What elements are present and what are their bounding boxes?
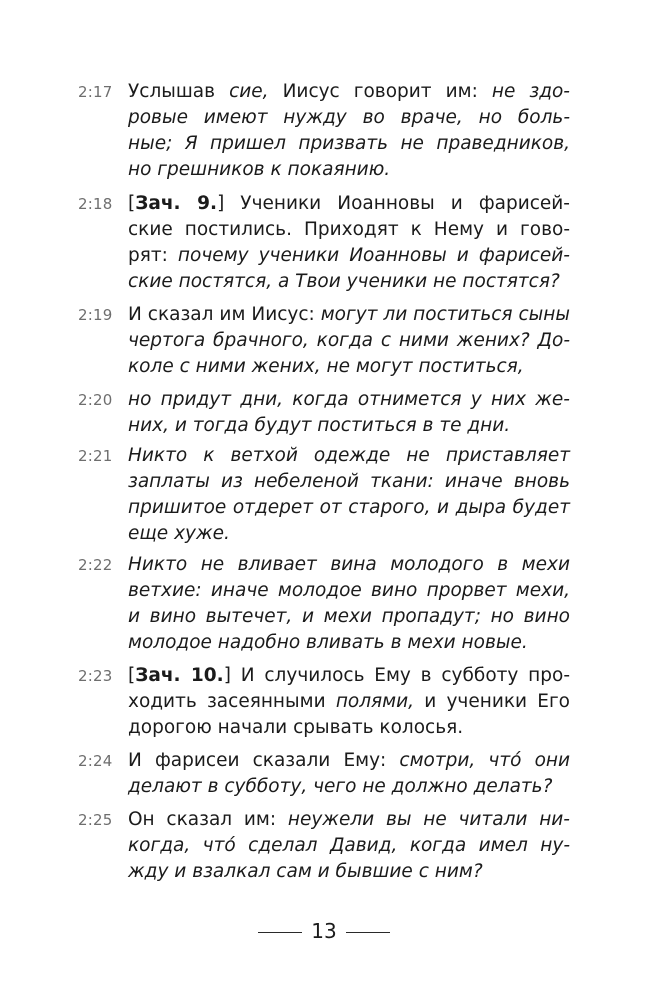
verse-number: 2:19 bbox=[78, 306, 113, 324]
verse-segment: еще хуже. bbox=[128, 523, 230, 544]
verse-segment: дорогою начали срывать колосья. bbox=[128, 717, 464, 738]
verse-text bbox=[128, 387, 570, 439]
verse-segment: смотри, что́ они bbox=[399, 750, 571, 771]
verse-line bbox=[128, 354, 570, 380]
verse-line bbox=[128, 269, 570, 295]
verse-number: 2:21 bbox=[78, 447, 113, 465]
verse-line bbox=[128, 715, 570, 741]
verse-segment: [ bbox=[128, 193, 136, 214]
verse-number: 2:23 bbox=[78, 667, 113, 685]
verse-segment: ] Ученики Иоанновы и фарисей- bbox=[217, 193, 570, 214]
verse-segment: жду и взалкал сам и бывшие с ним? bbox=[128, 861, 483, 882]
verse-segment: но грешников к покаянию. bbox=[128, 159, 391, 180]
reading-marker: Зач. 10. bbox=[135, 665, 224, 686]
verse-segment: Он сказал им: bbox=[128, 809, 288, 830]
verse-line bbox=[128, 748, 570, 774]
verse-line bbox=[128, 302, 570, 328]
verse-segment: Никто не вливает вина молодого в мехи bbox=[128, 554, 570, 575]
verse-segment: могут ли поститься сыны bbox=[320, 304, 570, 325]
verse-number: 2:25 bbox=[78, 811, 113, 829]
verse-number: 2:17 bbox=[78, 83, 113, 101]
verse-line bbox=[128, 191, 570, 217]
verse-line bbox=[128, 443, 570, 469]
verse-segment: ветхие: иначе молодое вино прорвет мехи, bbox=[128, 580, 570, 601]
verse-line bbox=[128, 689, 570, 715]
reading-marker: Зач. 9. bbox=[135, 193, 218, 214]
verse-segment: полями, bbox=[335, 691, 415, 712]
verse-line bbox=[128, 552, 570, 578]
verse-line bbox=[128, 413, 570, 439]
verse-text bbox=[128, 191, 570, 295]
verse-segment: молодое надобно вливать в мехи новые. bbox=[128, 632, 528, 653]
verse-line bbox=[128, 157, 570, 183]
verse-line bbox=[128, 131, 570, 157]
verse-text bbox=[128, 443, 570, 547]
verse-number: 2:20 bbox=[78, 391, 113, 409]
verse-line bbox=[128, 663, 570, 689]
verse-segment: Никто к ветхой одежде не приставляет bbox=[128, 445, 570, 466]
verse-segment: когда, что́ сделал Давид, когда имел ну- bbox=[128, 835, 570, 856]
verse-line bbox=[128, 328, 570, 354]
verse-text bbox=[128, 302, 570, 380]
verse-line bbox=[128, 469, 570, 495]
verse-segment: коле с ними жених, не могут поститься, bbox=[128, 356, 524, 377]
verse-segment: ные; Я пришел призвать не праведников, bbox=[128, 133, 570, 154]
verse-segment: делают в субботу, чего не должно делать? bbox=[128, 776, 553, 797]
verse-line bbox=[128, 79, 570, 105]
verse-line bbox=[128, 604, 570, 630]
verse-segment: ходить засеянными bbox=[128, 691, 336, 712]
verse-segment: но придут дни, когда отнимется у них же- bbox=[128, 389, 570, 410]
verse-line bbox=[128, 578, 570, 604]
verse-segment: не здо- bbox=[491, 81, 570, 102]
footer-rule-right bbox=[346, 932, 390, 933]
page-footer bbox=[0, 917, 649, 947]
verse-number: 2:18 bbox=[78, 195, 113, 213]
verse-text bbox=[128, 663, 570, 741]
verse-segment: заплаты из небеленой ткани: иначе вновь bbox=[128, 471, 570, 492]
verse-segment: [ bbox=[128, 665, 136, 686]
verse-segment: и вино вытечет, и мехи пропадут; но вино bbox=[128, 606, 570, 627]
verse-line bbox=[128, 243, 570, 269]
verse-text bbox=[128, 79, 570, 183]
verse-segment: И сказал им Иисус: bbox=[128, 304, 321, 325]
footer-rule-left bbox=[258, 932, 302, 933]
verse-number: 2:24 bbox=[78, 752, 113, 770]
verse-text bbox=[128, 552, 570, 656]
verse-line bbox=[128, 495, 570, 521]
verse-segment: ские постятся, а Твои ученики не постятся? bbox=[128, 271, 560, 292]
verse-text bbox=[128, 807, 570, 885]
verse-text bbox=[128, 748, 570, 800]
verse-line bbox=[128, 807, 570, 833]
verse-line bbox=[128, 774, 570, 800]
verse-segment: пришитое отдерет от старого, и дыра будет bbox=[128, 497, 570, 518]
verse-segment: ские постились. Приходят к Нему и гово- bbox=[128, 219, 570, 240]
verse-segment: сие, bbox=[229, 81, 269, 102]
verse-line bbox=[128, 387, 570, 413]
verse-segment: почему ученики Иоанновы и фарисей- bbox=[177, 245, 570, 266]
verse-segment: и ученики Его bbox=[414, 691, 570, 712]
verse-segment: ] И случилось Ему в субботу про- bbox=[223, 665, 571, 686]
verse-line bbox=[128, 217, 570, 243]
verse-line bbox=[128, 521, 570, 547]
verse-line bbox=[128, 630, 570, 656]
verse-line bbox=[128, 105, 570, 131]
verse-segment: И фарисеи сказали Ему: bbox=[128, 750, 400, 771]
verse-segment: рят: bbox=[128, 245, 178, 266]
verse-segment: неужели вы не читали ни- bbox=[287, 809, 570, 830]
page-number: 13 bbox=[311, 919, 337, 943]
verse-line bbox=[128, 833, 570, 859]
verse-line bbox=[128, 859, 570, 885]
verse-number: 2:22 bbox=[78, 556, 113, 574]
verse-segment: ровые имеют нужду во враче, но боль- bbox=[128, 107, 570, 128]
verse-segment: Услышав bbox=[128, 81, 230, 102]
verse-segment: чертога брачного, когда с ними жених? До- bbox=[128, 330, 570, 351]
verse-segment: Иисус говорит им: bbox=[268, 81, 492, 102]
verse-segment: них, и тогда будут поститься в те дни. bbox=[128, 415, 511, 436]
